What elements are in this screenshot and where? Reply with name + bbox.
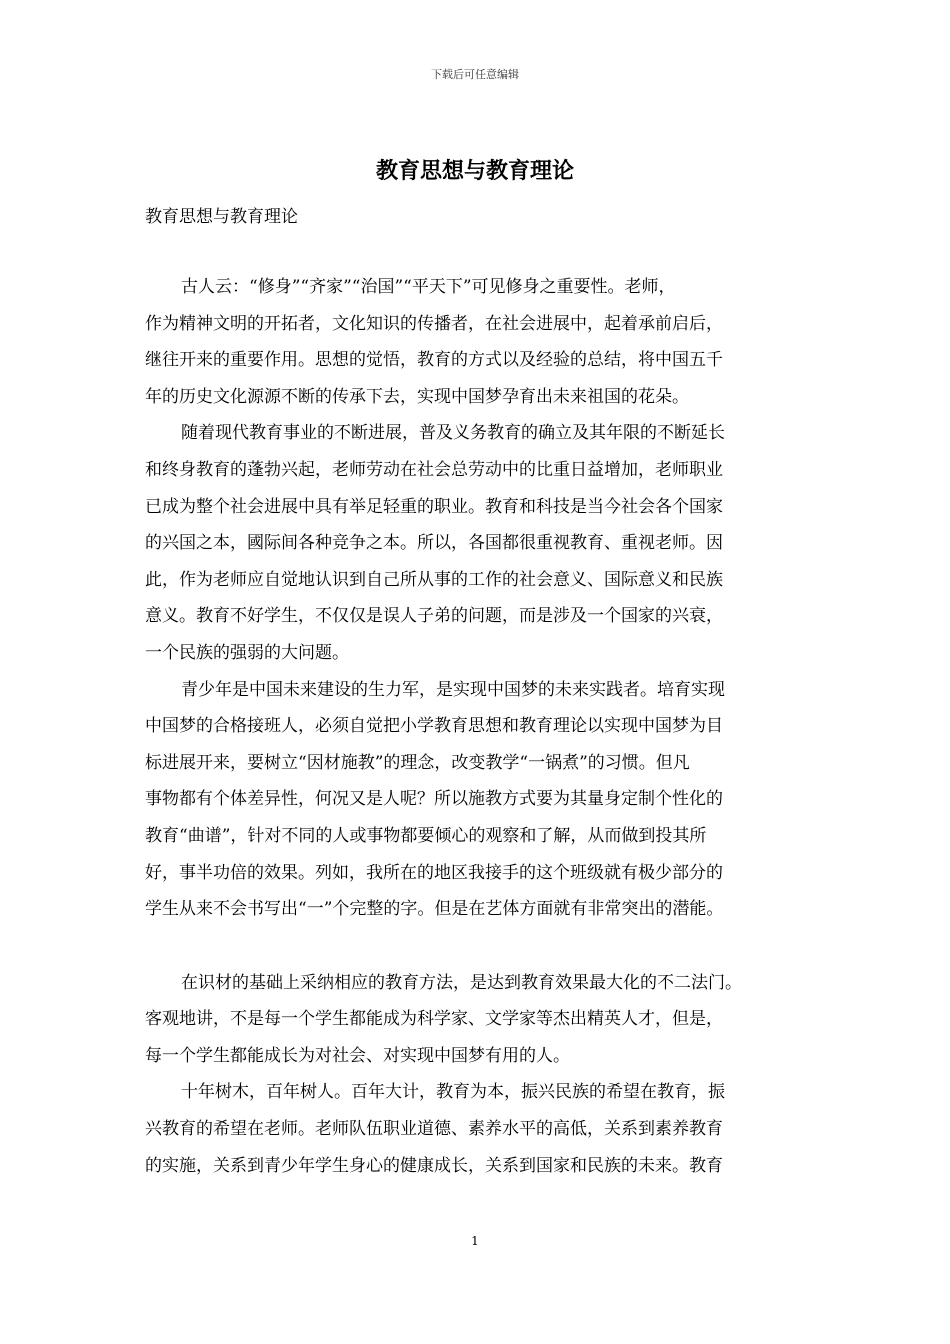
paragraph-line: 事物都有个体差异性，何况又是人呢？所以施教方式要为其量身定制个性化的 [145, 789, 723, 810]
paragraph-line: 的兴国之本，國际间各种竞争之本。所以，各国都很重视教育、重视老师。因 [145, 533, 723, 554]
paragraph-line: 古人云：“修身”“齐家”“治国”“平天下”可见修身之重要性。老师， [181, 277, 676, 297]
paragraph-line: 在识材的基础上采纳相应的教育方法，是达到教育效果最大化的不二法门。 [181, 972, 742, 993]
paragraph-line: 好，事半功倍的效果。列如，我所在的地区我接手的这个班级就有极少部分的 [145, 862, 723, 883]
blank-line [145, 928, 825, 965]
document-subtitle: 教育思想与教育理论 [145, 207, 298, 227]
paragraph-line: 青少年是中国未来建设的生力军，是实现中国梦的未来实践者。培育实现 [181, 679, 725, 700]
paragraph-line: 十年树木，百年树人。百年大计，教育为本，振兴民族的希望在教育，振 [181, 1082, 725, 1103]
paragraph-line: 标进展开来，要树立“因材施教”的理念，改变教学“一锅煮”的习惯。但凡 [145, 752, 690, 773]
paragraph-line: 意义。教育不好学生，不仅仅是误人子弟的问题，而是涉及一个国家的兴衰， [145, 606, 723, 627]
header-note: 下载后可任意编辑 [431, 68, 519, 81]
body-text [145, 269, 825, 1184]
document-title: 教育思想与教育理论 [375, 158, 574, 184]
paragraph-line: 年的历史文化源源不断的传承下去，实现中国梦孕育出未来祖国的花朵。 [145, 386, 689, 407]
paragraph-line: 已成为整个社会进展中具有举足轻重的职业。教育和科技是当今社会各个国家 [145, 496, 723, 517]
paragraph-line: 学生从来不会书写出“一”个完整的字。但是在艺体方面就有非常突出的潜能。 [145, 899, 724, 920]
paragraph-line: 的实施，关系到青少年学生身心的健康成长，关系到国家和民族的未来。教育 [145, 1155, 723, 1176]
paragraph-line: 随着现代教育事业的不断进展，普及义务教育的确立及其年限的不断延长 [181, 423, 725, 444]
page-number: 1 [471, 1234, 479, 1248]
paragraph-line: 和终身教育的蓬勃兴起，老师劳动在社会总劳动中的比重日益增加，老师职业 [145, 459, 723, 480]
paragraph-line: 客观地讲，不是每一个学生都能成为科学家、文学家等杰出精英人才，但是， [145, 1009, 723, 1030]
paragraph-line: 每一个学生都能成长为对社会、对实现中国梦有用的人。 [145, 1045, 570, 1066]
paragraph-line: 继往开来的重要作用。思想的觉悟，教育的方式以及经验的总结，将中国五千 [145, 350, 723, 371]
paragraph-line: 兴教育的希望在老师。老师队伍职业道德、素养水平的高低，关系到素养教育 [145, 1119, 723, 1140]
paragraph-line: 教育“曲谱”，针对不同的人或事物都要倾心的观察和了解，从而做到投其所 [145, 825, 707, 846]
paragraph-line: 中国梦的合格接班人，必须自觉把小学教育思想和教育理论以实现中国梦为目 [145, 716, 723, 737]
paragraph-line: 一个民族的强弱的大问题。 [145, 642, 349, 663]
paragraph-line: 此，作为老师应自觉地认识到自己所从事的工作的社会意义、国际意义和民族 [145, 569, 723, 590]
paragraph-line: 作为精神文明的开拓者，文化知识的传播者，在社会进展中，起着承前启后， [145, 313, 723, 334]
